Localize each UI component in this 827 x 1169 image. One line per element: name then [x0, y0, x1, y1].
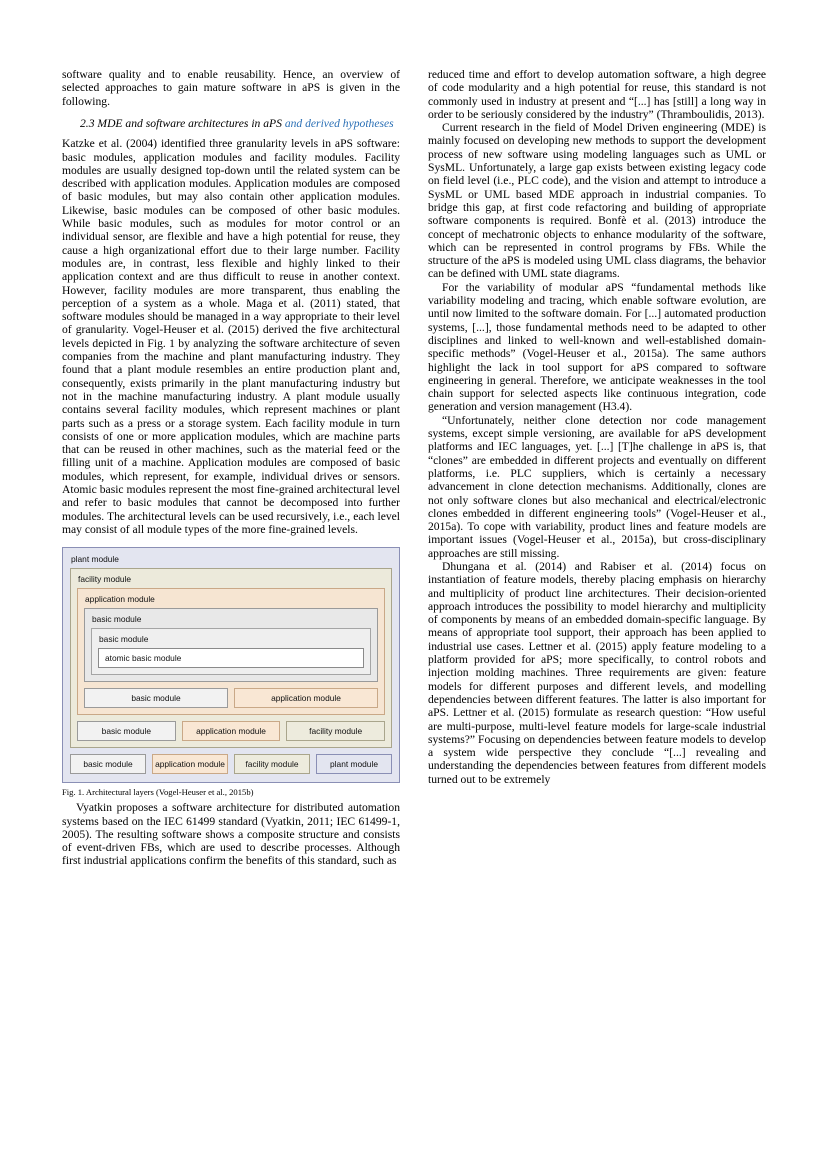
figure-row-three	[77, 721, 385, 741]
chip-basic-module: basic module	[70, 754, 146, 774]
section-number: 2.3	[80, 116, 95, 130]
chip-application-module: application module	[234, 688, 378, 708]
right-column	[428, 68, 766, 1109]
right-paragraph-4: “Unfortunately, neither clone detection nor code management systems, except simple versioning, are available for aPS development platforms and IEC languages, yet. [...] [T]he challenge in aPS is, that “clones” are embedded in different projects and eventually on different platforms, i.e. PLC suppliers, which is certainly a necessary advancement in clone detection mechanisms. Additionally, clones are not only software clones but also mechanical and electrical/electronic clones embedded in different engineering tools” (Vogel-Heuser et al., 2015a). To cope with variability, product lines and feature models are important issues (Vogel-Heuser et al., 2015a), but cross-disciplinary approaches are still missing.	[428, 413, 766, 560]
facility-module-box	[70, 568, 392, 748]
right-paragraph-1: reduced time and effort to develop automation software, a high degree of code modularity and a high potential for reuse, this standard is not commonly used in industry at present and “[...] has [still] a long way in order to be seriously considered by the industry” (Thramboulidis, 2013).	[428, 68, 766, 121]
figure-1	[62, 547, 400, 798]
basic-module-inner-box	[91, 628, 371, 675]
chip-facility-module: facility module	[286, 721, 385, 741]
basic-module-outer-box	[84, 608, 378, 682]
left-intro-paragraph: software quality and to enable reusability. Hence, an overview of selected approaches to gain mature software in aPS is given in the following.	[62, 68, 400, 108]
atomic-basic-module-box: atomic basic module	[98, 648, 364, 668]
chip-facility-module: facility module	[234, 754, 310, 774]
chip-plant-module: plant module	[316, 754, 392, 774]
left-after-figure-paragraph: Vyatkin proposes a software architecture for distributed automation systems based on the IEC 61499 standard (Vyatkin, 2011; IEC 61499-1, 2005). The resulting software shows a composite structure and consists of event-driven FBs, which are used to describe processes. Although first industrial applications confirm the benefits of this standard, such as	[62, 801, 400, 868]
plant-module-label: plant module	[71, 554, 119, 565]
basic-module-inner-label: basic module	[99, 634, 149, 645]
application-module-label: application module	[85, 594, 155, 605]
right-paragraph-5: Dhungana et al. (2014) and Rabiser et al. (2014) focus on instantiation of feature models, thereby placing emphasis on hierarchy and multiplicity of product line architectures. Their decision-oriented approach introduces the possibility to model hierarchy and multiplicity of components by means of an embedded domain-specific language. By means of appropriate tool support, their approach has been applied to industrial use cases. Lettner et al. (2015) apply feature modeling to a platform provided for aPS; more specifically, to control robots and injection molding machines. Three requirements are given: feature models for different purposes and different levels, and modelling dependencies between different features. The latter is also important for aPS. Lettner et al. (2015) formulate as research question: “How useful are multi-purpose, multi-level feature models for large-scale industrial systems?” Focusing on dependencies between feature models to develop a system wide perspective they conclude “[...] revealing and understanding the dependencies between features from different models turned out to be extremely	[428, 559, 766, 786]
figure-row-four	[70, 754, 392, 774]
basic-module-outer-label: basic module	[92, 614, 142, 625]
two-column-layout	[62, 68, 765, 1109]
left-body-paragraph: Katzke et al. (2004) identified three granularity levels in aPS software: basic modules, application modules and facility modules. Facility modules are usually designed top-down until the related system can be described with application modules. Application modules are composed of basic modules, but may also contain other application modules. Likewise, basic modules can be composed of other basic modules. While basic modules, such as modules for motor control or an individual sensor, are flexible and have a high potential for reuse, they cause a high organizational effort due to their large number. Facility modules are, in contrast, less flexible and highly linked to their application context and are thus difficult to reuse in another context. However, facility modules are more transparent, thus enabling the perception of a system as a whole. Maga et al. (2011) stated, that software modules should be managed in a way appropriate to their level of granularity. Vogel-Heuser et al. (2015) derived the five architectural levels depicted in Fig. 1 by analyzing the software architecture of seven companies from the machine and plant manufacturing industry. They found that a plant module resembles an entire production plant and, consequently, exists primarily in the plant manufacturing industry but not in the machine manufacturing industry. A plant module usually contains several facility modules, which represent machines or plant parts such as a press or a storage system. Each facility module in turn consists of one or more application modules, which are machine parts that can be reused in other machines, such as the material feed or the filling unit of a machine. Application modules are composed of basic modules, which represent, for example, individual drives or sensors. Atomic basic modules represent the most fine-grained architectural level and refer to basic modules that cannot be decomposed into further modules. The architectural levels can be used recursively, i.e., each level may consist of all module types of the more fine-grained levels.	[62, 137, 400, 536]
section-heading	[62, 117, 400, 130]
application-module-box	[77, 588, 385, 715]
section-title-blue: and derived hypotheses	[284, 116, 394, 130]
right-paragraph-3: For the variability of modular aPS “fundamental methods like variability modeling and tracing, which enable software evolution, are until now limited to the software domain. For [...] automated production systems, [...], those fundamental methods need to be adapted to other disciplines and linked to well-known and well-established domain-specific methods” (Vogel-Heuser et al., 2015a). The same authors highlight the lack in tool support for aPS compared to software engineering in general. Therefore, we anticipate weaknesses in the tool chain support for selected aspects like continuous integration, code generation and version management (H3.4).	[428, 280, 766, 414]
plant-module-box	[62, 547, 400, 783]
left-column	[62, 68, 400, 1109]
chip-basic-module: basic module	[84, 688, 228, 708]
facility-module-label: facility module	[78, 574, 132, 585]
figure-caption: Fig. 1. Architectural layers (Vogel-Heuser et al., 2015b)	[62, 787, 254, 798]
chip-application-module: application module	[152, 754, 228, 774]
figure-row-basic-application	[84, 688, 378, 708]
chip-application-module: application module	[182, 721, 281, 741]
chip-basic-module: basic module	[77, 721, 176, 741]
section-title-black: MDE and software architectures in aPS	[97, 116, 282, 130]
right-paragraph-2: Current research in the field of Model Driven engineering (MDE) is mainly focused on developing new methods to support the development process of new software using modeling languages such as UML or SysML. Unfortunately, a large gap exists between existing legacy code on field level (i.e., PLC code), and the vision and attempt to introduce a SysML or UML based MDE approach in industrial companies. To bridge this gap, at first code refactoring and building of appropriate software components is required. Bonfè et al. (2013) introduce the concept of mechatronic objects to enhance modularity of the software, which can be represented in control programs by FBs. While the structure of the aPS is modeled using UML class diagrams, the behavior can be defined with UML state diagrams.	[428, 121, 766, 281]
